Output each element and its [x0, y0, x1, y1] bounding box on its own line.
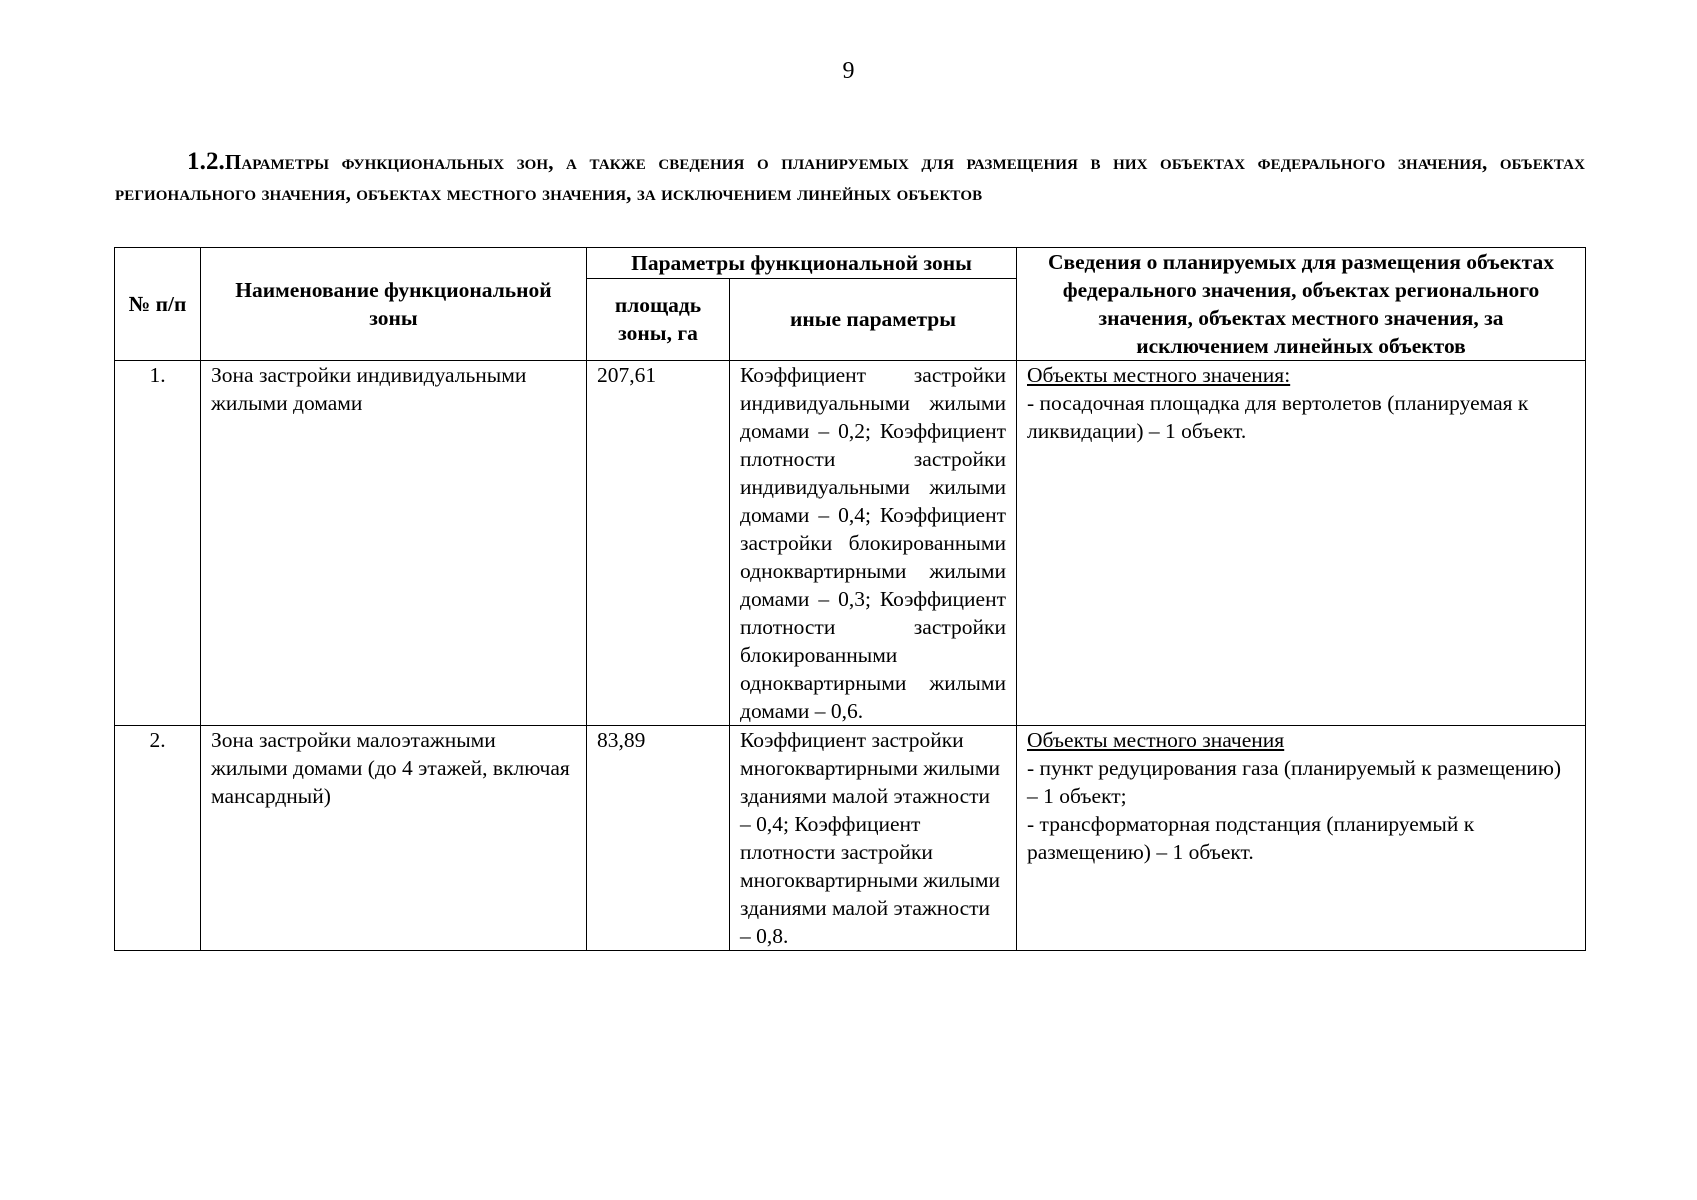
header-info: Сведения о планируемых для размещения объектах федерального значения, объектах регионального значения, объектах местного значения, за исключением линейных объектов: [1017, 248, 1586, 361]
row-num: 2.: [115, 726, 201, 951]
header-name: Наименование функциональной зоны: [201, 248, 587, 361]
zones-table: [114, 247, 1586, 951]
section-title: [115, 146, 1585, 209]
info-line: - пункт редуцирования газа (планируемый к размещению) – 1 объект;: [1027, 756, 1562, 808]
zone-info: [1017, 361, 1586, 726]
zone-info: [1017, 726, 1586, 951]
header-area: площадь зоны, га: [587, 278, 730, 360]
zone-area: 207,61: [587, 361, 730, 726]
zone-area: 83,89: [587, 726, 730, 951]
zone-name: Зона застройки малоэтажными жилыми домами (до 4 этажей, включая мансардный): [201, 726, 587, 951]
zone-name: Зона застройки индивидуальными жилыми домами: [201, 361, 587, 726]
table-row: [115, 726, 1586, 951]
section-number: 1.2.: [187, 148, 225, 175]
info-heading: Объекты местного значения:: [1027, 363, 1291, 387]
table-row: [115, 361, 1586, 726]
row-num: 1.: [115, 361, 201, 726]
table-header-row: [115, 248, 1586, 279]
page-number: 9: [842, 58, 855, 84]
info-heading: Объекты местного значения: [1027, 728, 1285, 752]
header-num: № п/п: [115, 248, 201, 361]
zone-other-params: Коэффициент застройки индивидуальными жилыми домами – 0,2; Коэффициент плотности застройки индивидуальными жилыми домами – 0,4; Коэффициент застройки блокированными одноквартирными жилыми домами – 0,3; Коэффициент плотности застройки блокированными одноквартирными жилыми домами – 0,6.: [730, 361, 1017, 726]
section-title-text: Параметры функциональных зон, а также сведения о планируемых для размещения в них объектах федерального значения, объектах регионального значения, объектах местного значения, за исключением линейных объектов: [115, 150, 1585, 205]
info-line: - трансформаторная подстанция (планируемый к размещению) – 1 объект.: [1027, 812, 1475, 864]
header-params-group: Параметры функциональной зоны: [587, 248, 1017, 279]
header-other: иные параметры: [730, 278, 1017, 360]
zone-other-params: Коэффициент застройки многоквартирными жилыми зданиями малой этажности – 0,4; Коэффициент плотности застройки многоквартирными жилыми зданиями малой этажности – 0,8.: [730, 726, 1017, 951]
info-line: - посадочная площадка для вертолетов (планируемая к ликвидации) – 1 объект.: [1027, 391, 1529, 443]
